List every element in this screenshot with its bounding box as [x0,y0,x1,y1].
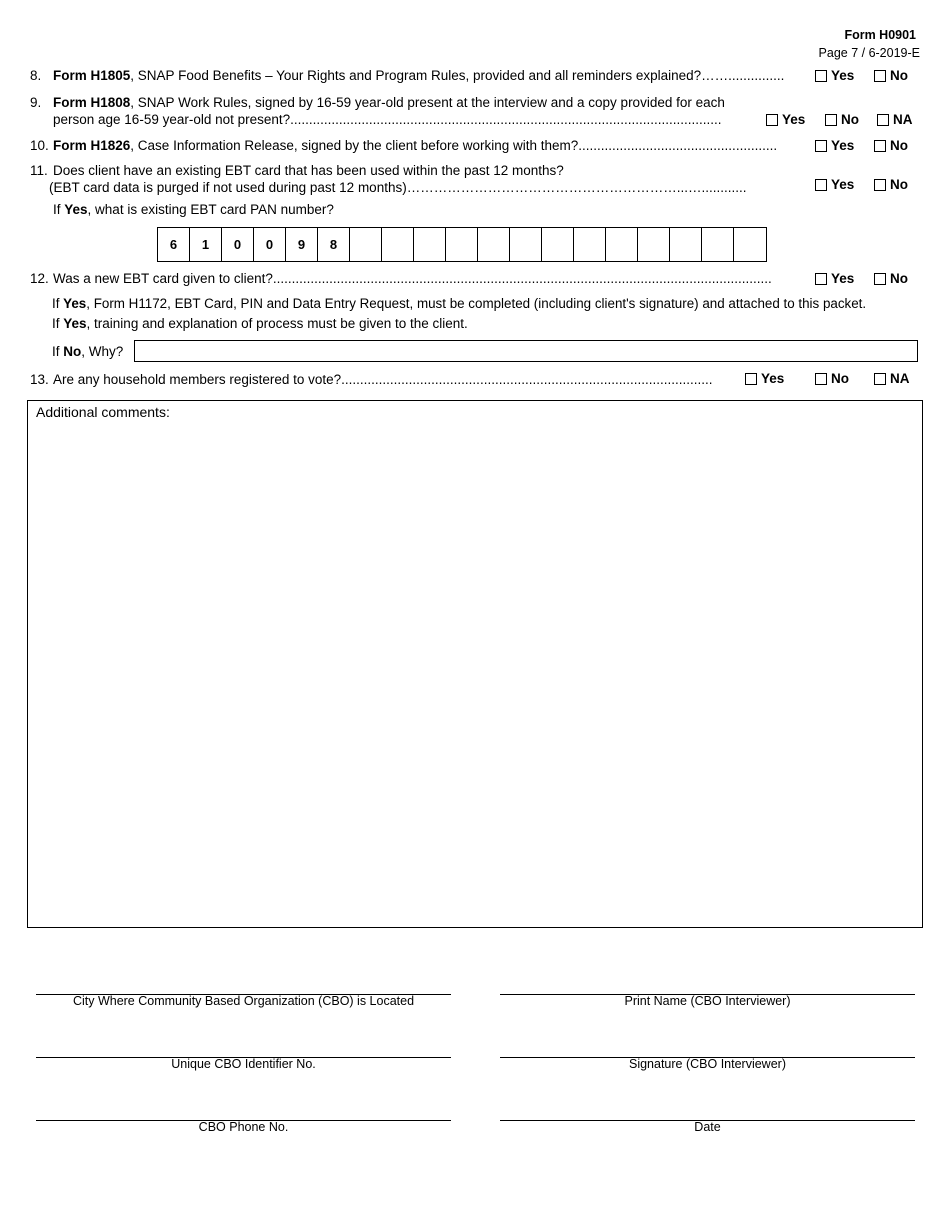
question-number: 10. [30,138,49,153]
checkbox[interactable] [815,373,827,385]
form-reference: Form H1826 [53,138,131,153]
pan-digit[interactable]: 0 [222,228,254,261]
q13-na-option[interactable]: NA [874,371,910,386]
checkbox[interactable] [874,70,886,82]
checkbox[interactable] [825,114,837,126]
pan-digit[interactable]: 9 [286,228,318,261]
question-8 [30,68,784,83]
q10-yes-option[interactable]: Yes [815,138,854,153]
checkbox[interactable] [874,373,886,385]
pan-question: If Yes, what is existing EBT card PAN number? [53,202,334,217]
checkbox[interactable] [815,140,827,152]
q9-na-option[interactable]: NA [877,112,913,127]
pan-digit[interactable] [350,228,382,261]
pan-digit[interactable] [734,228,766,261]
phone-label: CBO Phone No. [198,1120,289,1134]
checkbox[interactable] [874,273,886,285]
q13-no-option[interactable]: No [815,371,849,386]
question-text: , Case Information Release, signed by the client before working with them?..................................................... [130,138,778,153]
question-number: 9. [30,95,42,110]
question-12 [30,271,772,286]
checkbox[interactable] [874,179,886,191]
question-11 [30,163,564,178]
checkbox[interactable] [815,70,827,82]
q11-yes-option[interactable]: Yes [815,177,854,192]
pan-digit[interactable]: 0 [254,228,286,261]
pan-digit[interactable] [446,228,478,261]
date-label: Date [694,1120,721,1134]
print-name-label: Print Name (CBO Interviewer) [624,994,791,1008]
pan-digit[interactable] [574,228,606,261]
q12-yes-option[interactable]: Yes [815,271,854,286]
question-9 [30,95,725,110]
question-text: Are any household members registered to vote?................................................................................................... [53,372,713,387]
pan-digit[interactable] [606,228,638,261]
question-13 [30,372,712,387]
question-number: 8. [30,68,42,83]
question-text: , SNAP Work Rules, signed by 16-59 year-old present at the interview and a copy provided for each [130,95,725,110]
pan-digit[interactable] [542,228,574,261]
q9-no-option[interactable]: No [825,112,859,127]
q10-no-option[interactable]: No [874,138,908,153]
checkbox[interactable] [815,273,827,285]
pan-digit[interactable] [670,228,702,261]
why-input[interactable] [134,340,918,362]
q11-no-option[interactable]: No [874,177,908,192]
pan-digit[interactable] [478,228,510,261]
pan-digit[interactable] [702,228,734,261]
signature-label: Signature (CBO Interviewer) [628,1057,786,1071]
question-10 [30,138,777,153]
pan-digit[interactable] [638,228,670,261]
form-id: Form H0901 [844,28,916,42]
question-number: 13. [30,372,49,387]
pan-digit[interactable]: 1 [190,228,222,261]
checkbox[interactable] [745,373,757,385]
q12-no-option[interactable]: No [874,271,908,286]
q12-note-1: If Yes, Form H1172, EBT Card, PIN and Data Entry Request, must be completed (including client's signature) and attached to this packet. [52,296,867,311]
pan-digit[interactable] [382,228,414,261]
question-text: Was a new EBT card given to client?..................................................................................................................................... [53,271,772,286]
additional-comments-box[interactable] [27,400,923,928]
page-number: Page 7 / 6-2019-E [818,46,920,60]
checkbox[interactable] [815,179,827,191]
q8-no-option[interactable]: No [874,68,908,83]
q9-yes-option[interactable]: Yes [766,112,805,127]
cbo-id-label: Unique CBO Identifier No. [171,1057,316,1071]
pan-number-boxes[interactable] [157,227,767,262]
checkbox[interactable] [874,140,886,152]
pan-digit[interactable]: 6 [158,228,190,261]
form-reference: Form H1805 [53,68,131,83]
pan-digit[interactable]: 8 [318,228,350,261]
question-9-line2: person age 16-59 year-old not present?................................................................................................................... [53,112,722,127]
question-number: 12. [30,271,49,286]
city-label: City Where Community Based Organization (CBO) is Located [72,994,415,1008]
pan-digit[interactable] [510,228,542,261]
question-text: , SNAP Food Benefits – Your Rights and Program Rules, provided and all reminders explained?……............... [130,68,785,83]
checkbox[interactable] [877,114,889,126]
additional-comments-label: Additional comments: [36,404,170,420]
question-number: 11. [30,163,48,178]
question-11-line2: (EBT card data is purged if not used during past 12 months)……………………………………………………...…............ [49,180,747,195]
why-label: If No, Why? [52,344,124,359]
pan-digit[interactable] [414,228,446,261]
question-text: Does client have an existing EBT card that has been used within the past 12 months? [53,163,564,178]
q12-note-2: If Yes, training and explanation of process must be given to the client. [52,316,468,331]
q8-yes-option[interactable]: Yes [815,68,854,83]
form-reference: Form H1808 [53,95,131,110]
q13-yes-option[interactable]: Yes [745,371,784,386]
checkbox[interactable] [766,114,778,126]
